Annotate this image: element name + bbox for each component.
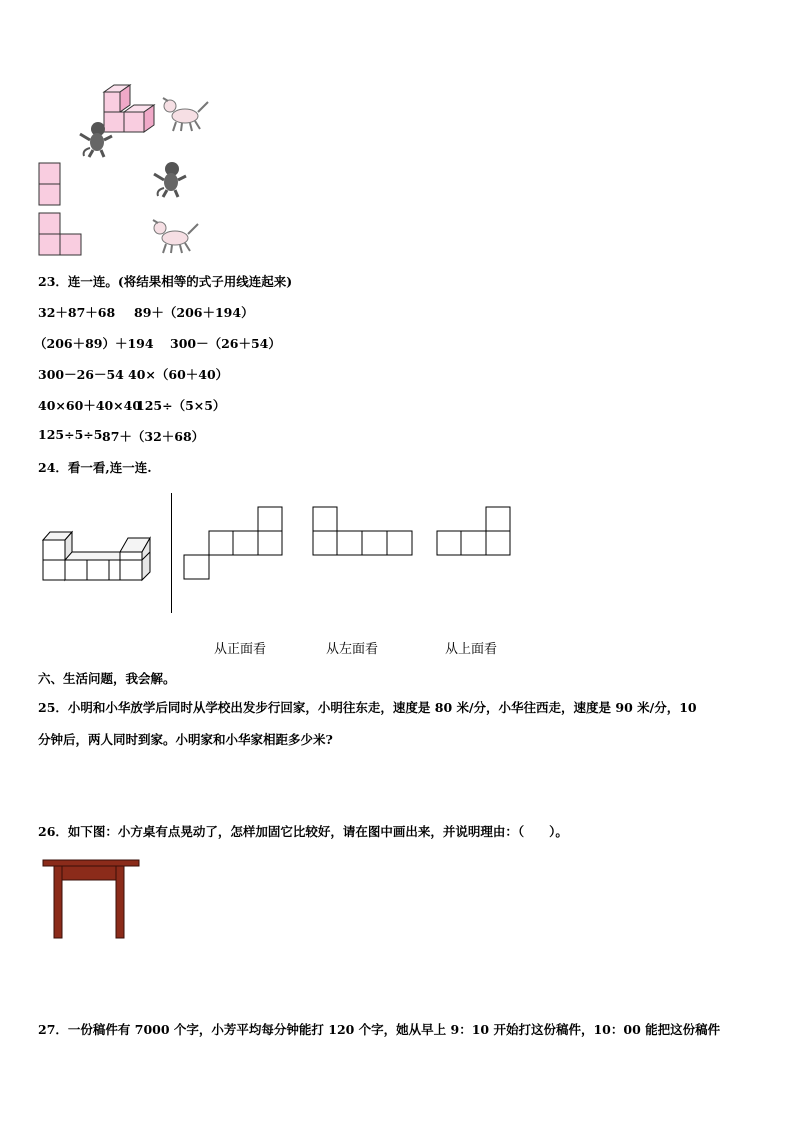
- section6-title: 六、生活问题，我会解。: [38, 671, 176, 686]
- view-figure-2: [312, 506, 416, 558]
- q27-text: 27．一份稿件有 7000 个字，小芳平均每分钟能打 120 个字，她从早上 9：10 开始打这份稿件，10：00 能把这份稿件: [38, 1022, 721, 1037]
- cube-solid-figure: [40, 528, 156, 584]
- q23-right-expr: 125÷（5×5）: [136, 398, 226, 413]
- q23-left-expr: 125÷5÷5: [38, 427, 103, 442]
- view-figure-1: [183, 506, 285, 582]
- view-label-left: 从左面看: [326, 642, 379, 657]
- view-label-front: 从正面看: [214, 642, 267, 657]
- side-view-l-shape: [38, 212, 84, 256]
- q23-right-expr: 300－（26＋54）: [170, 336, 281, 351]
- divider: [171, 493, 172, 613]
- table-figure: [42, 858, 142, 940]
- dog-icon: [150, 218, 200, 256]
- monkey-icon: [152, 160, 188, 198]
- q23-right-expr: 89＋（206＋194）: [134, 305, 254, 320]
- q24-title: 24．看一看,连一连.: [38, 460, 152, 475]
- view-label-top: 从上面看: [445, 642, 498, 657]
- q25-line1: 25．小明和小华放学后同时从学校出发步行回家，小明往东走，速度是 80 米/分，小华往西走，速度是 90 米/分，10: [38, 700, 697, 715]
- monkey-icon: [78, 120, 114, 158]
- q23-right-expr: 40×（60＋40）: [128, 367, 229, 382]
- view-figure-3: [436, 506, 516, 558]
- dog-icon: [160, 96, 210, 134]
- side-view-two-squares: [38, 162, 62, 206]
- q23-left-expr: （206＋89）＋194: [34, 336, 154, 351]
- q23-left-expr: 300－26－54: [38, 367, 124, 382]
- q23-left-expr: 40×60＋40×40: [38, 398, 142, 413]
- q23-left-expr: 32＋87＋68: [38, 305, 116, 320]
- q23-title: 23．连一连。(将结果相等的式子用线连起来): [38, 274, 293, 289]
- q26-text: 26．如下图：小方桌有点晃动了，怎样加固它比较好，请在图中画出来，并说明理由：（ ）。: [38, 824, 568, 839]
- q23-right-expr: 87＋（32＋68）: [102, 429, 205, 444]
- q25-line2: 分钟后，两人同时到家。小明家和小华家相距多少米?: [38, 732, 333, 747]
